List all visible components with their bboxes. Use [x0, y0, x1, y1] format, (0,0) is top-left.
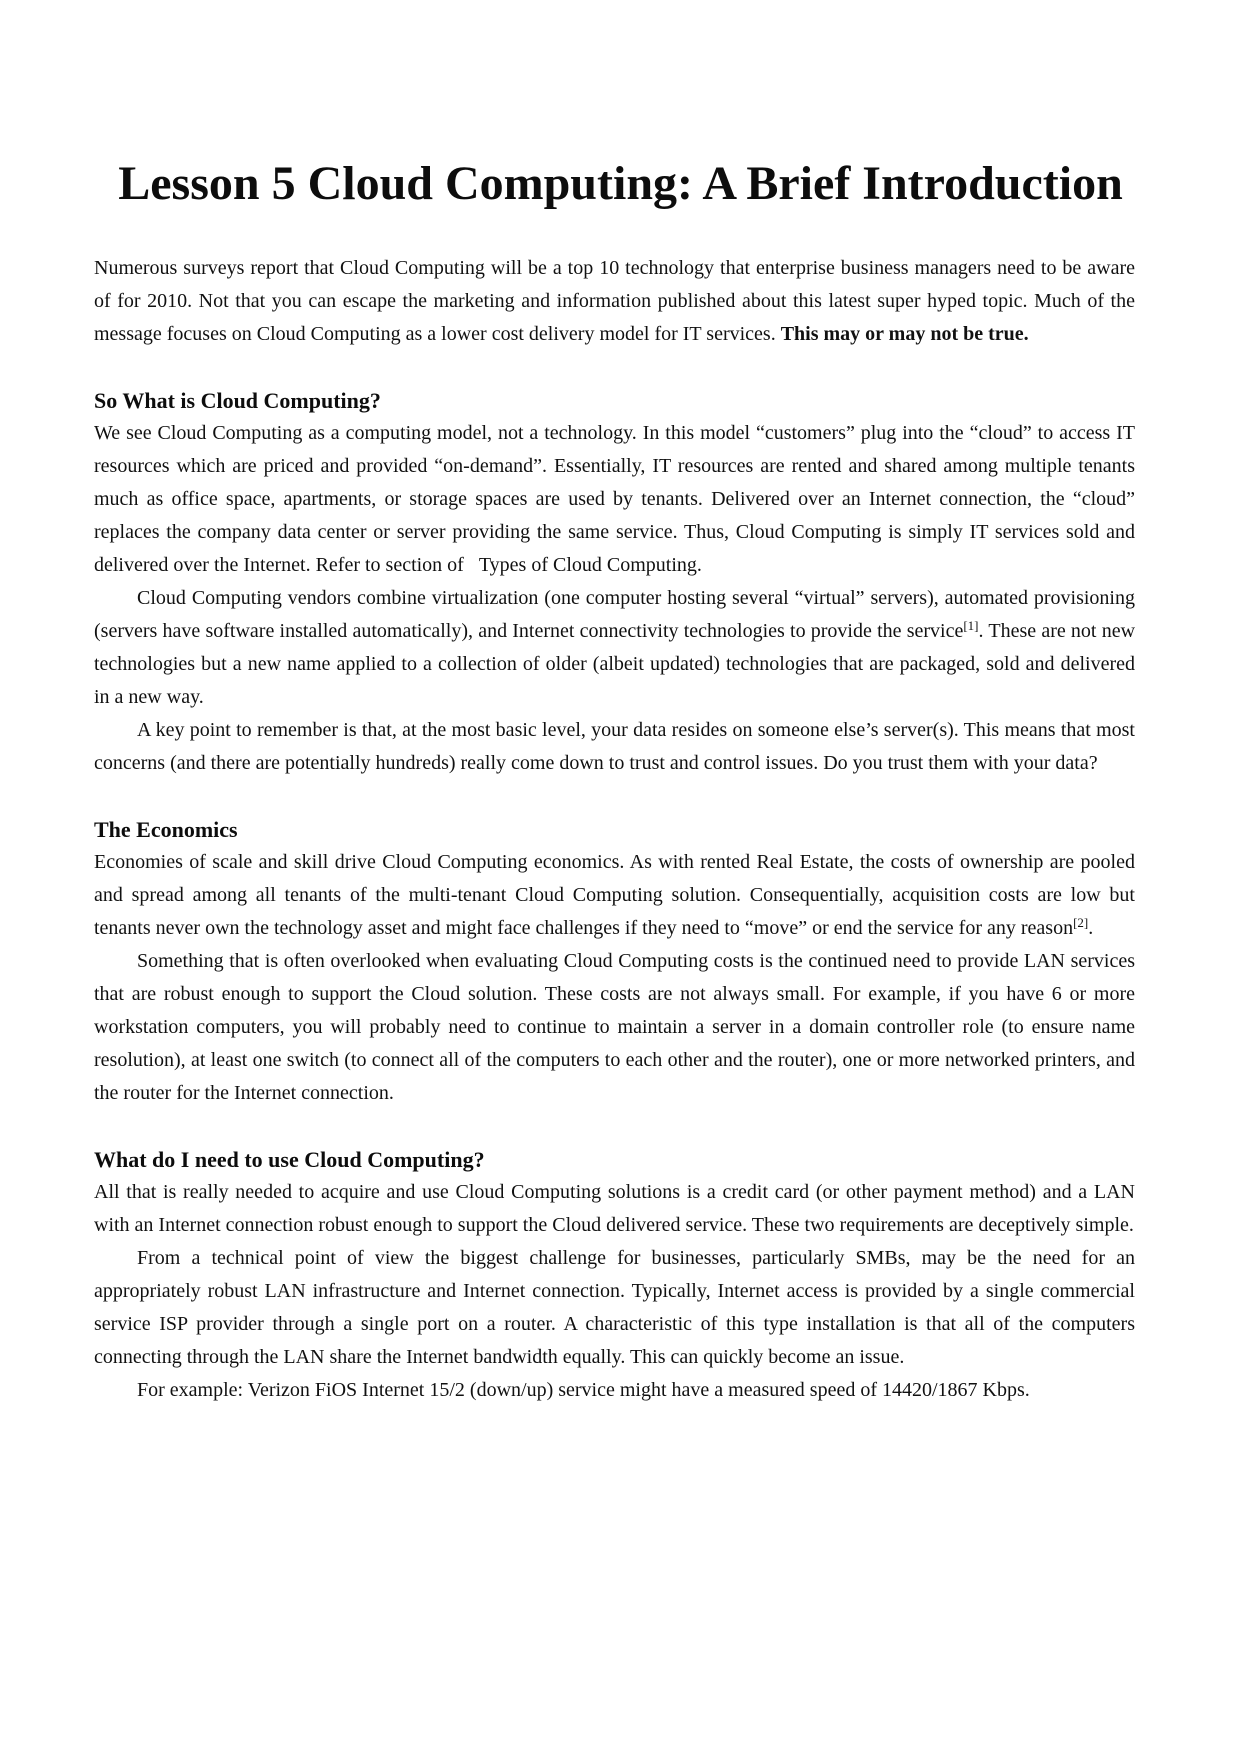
section-heading-what-is-cloud: So What is Cloud Computing? — [94, 388, 381, 413]
section2-paragraph-1 — [94, 846, 1135, 945]
footnote-ref-1[interactable]: [1] — [963, 618, 979, 633]
section2-p1-text: Economies of scale and skill drive Cloud Computing economics. As with rented Real Estate, the costs of ownership are pooled and spread among all tenants of the multi-tenant Cloud Computing solution. Consequentially, acquisition costs are low but tenants never own the technology asset and might face challenges if they need to “move” or end the service for any reason — [94, 851, 1135, 939]
section1-p2-text: Cloud Computing vendors combine virtualization (one computer hosting several “virtual” servers), automated provisioning (servers have software installed automatically), and Internet connectivity technologies to provide the service — [94, 587, 1135, 642]
section-gap — [94, 351, 1135, 384]
section1-paragraph-2 — [94, 582, 1135, 714]
intro-text: Numerous surveys report that Cloud Computing will be a top 10 technology that enterprise business managers need to be aware of for 2010. Not that you can escape the marketing and information published about this latest super hyped topic. Much of the message focuses on Cloud Computing as a lower cost delivery model for IT services. — [94, 257, 1135, 345]
document-body — [94, 252, 1135, 1407]
section3-paragraph-1: All that is really needed to acquire and use Cloud Computing solutions is a credit card (or other payment method) and a LAN with an Internet connection robust enough to support the Cloud delivered service. These two requirements are deceptively simple. — [94, 1181, 1135, 1236]
section-heading-economics: The Economics — [94, 817, 238, 842]
section1-paragraph-1: We see Cloud Computing as a computing model, not a technology. In this model “customers” plug into the “cloud” to access IT resources which are priced and provided “on-demand”. Essentially, IT resources are rented and shared among multiple tenants much as office space, apartments, or storage spaces are used by tenants. Delivered over an Internet connection, the “cloud” replaces the company data center or server providing the same service. Thus, Cloud Computing is simply IT services sold and delivered over the Internet. Refer to section of Types of Cloud Computing. — [94, 422, 1135, 576]
section1-p2-text-cont: . These are not new technologies but a new name applied to a collection of older (albeit updated) technologies that are packaged, sold and delivered in a new way. — [94, 620, 1136, 708]
section2-p1-text-cont: . — [1088, 917, 1094, 939]
section3-paragraph-2: From a technical point of view the biggest challenge for businesses, particularly SMBs, may be the need for an appropriately robust LAN infrastructure and Internet connection. Typically, Internet access is provided by a single commercial service ISP provider through a single port on a router. A characteristic of this type installation is that all of the computers connecting through the LAN share the Internet bandwidth equally. This can quickly become an issue. — [94, 1247, 1135, 1368]
section2-paragraph-2: Something that is often overlooked when evaluating Cloud Computing costs is the continued need to provide LAN services that are robust enough to support the Cloud solution. These costs are not always small. For example, if you have 6 or more workstation computers, you will probably need to continue to maintain a server in a domain controller role (to ensure name resolution), at least one switch (to connect all of the computers to each other and the router), one or more networked printers, and the router for the Internet connection. — [94, 950, 1135, 1104]
section-heading-what-do-i-need: What do I need to use Cloud Computing? — [94, 1147, 485, 1172]
section-gap — [94, 780, 1135, 813]
intro-paragraph — [94, 252, 1135, 351]
section3-paragraph-3: For example: Verizon FiOS Internet 15/2 (down/up) service might have a measured speed of 14420/1867 Kbps. — [137, 1379, 1030, 1401]
section-gap — [94, 1110, 1135, 1143]
page-title: Lesson 5 Cloud Computing: A Brief Introduction — [118, 157, 1123, 210]
intro-bold-text: This may or may not be true. — [780, 323, 1029, 345]
footnote-ref-2[interactable]: [2] — [1073, 915, 1089, 930]
section1-paragraph-3: A key point to remember is that, at the most basic level, your data resides on someone else’s server(s). This means that most concerns (and there are potentially hundreds) really come down to trust and control issues. Do you trust them with your data? — [94, 719, 1135, 774]
